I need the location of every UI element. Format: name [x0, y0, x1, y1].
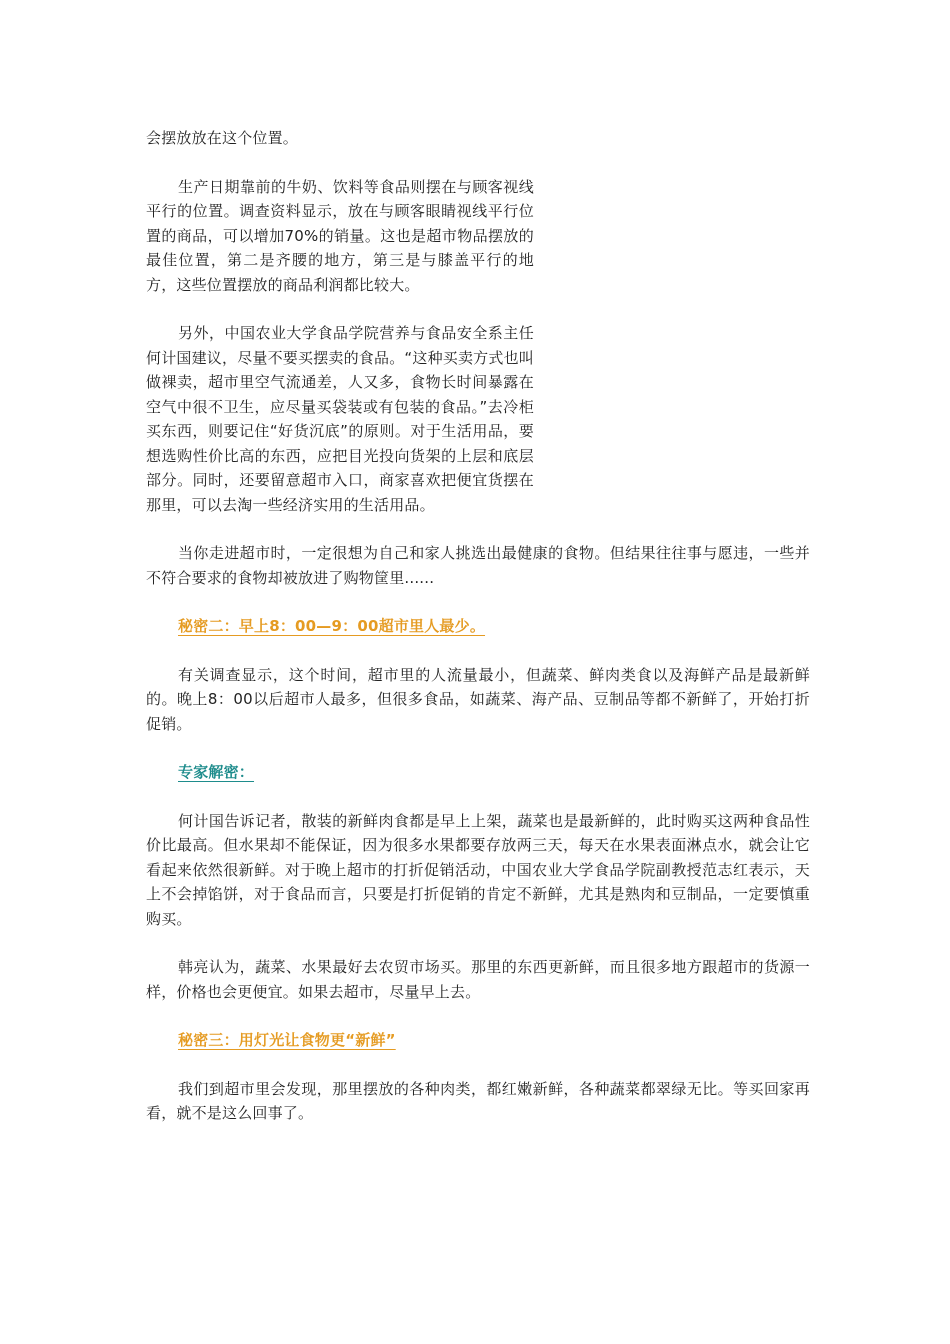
paragraph-lighting: 我们到超市里会发现，那里摆放的各种肉类，都红嫩新鲜，各种蔬菜都翠绿无比。等买回家再看，就不是这么回事了。	[146, 1079, 810, 1122]
paragraph-expert-advice: 另外，中国农业大学食品学院营养与食品安全系主任何计国建议，尽量不要买摆卖的食品。“这种买卖方式也叫做裸卖，超市里空气流通差，人又多，食物长时间暴露在空气中很不卫生，应尽量买袋装或有包装的食品。”去冷柜买东西，则要记住“好货沉底”的原则。对于生活用品，要想选购性价比高的东西，应把目光投向货架的上层和底层部分。同时，还要留意超市入口，商家喜欢把便宜货摆在那里，可以去淘一些经济实用的生活用品。	[146, 324, 534, 514]
paragraph-continuation: 会摆放放在这个位置。	[146, 129, 299, 147]
heading-expert-decode-text: 专家解密：	[178, 763, 255, 781]
heading-expert-decode	[146, 760, 842, 785]
document-page	[146, 126, 811, 1126]
heading-secret-three-text: 秘密三：用灯光让食物更“新鲜”	[178, 1031, 396, 1049]
heading-secret-three	[146, 1028, 842, 1053]
paragraph-fresh-meat: 何计国告诉记者，散装的新鲜肉食都是早上上架，蔬菜也是最新鲜的，此时购买这两种食品性价比最高。但水果却不能保证，因为很多水果都要存放两三天，每天在水果表面淋点水，就会让它看起来依然很新鲜。对于晚上超市的打折促销活动，中国农业大学食品学院副教授范志红表示，天上不会掉馅饼，对于食品而言，只要是打折促销的肯定不新鲜，尤其是熟肉和豆制品，一定要慎重购买。	[146, 811, 810, 928]
paragraph-survey: 有关调查显示，这个时间，超市里的人流量最小，但蔬菜、鲜肉类食以及海鲜产品是最新鲜的。晚上8：00以后超市人最多，但很多食品，如蔬菜、海产品、豆制品等都不新鲜了，开始打折促销。	[146, 665, 810, 733]
heading-secret-two-text: 秘密二：早上8：00—9：00超市里人最少。	[178, 617, 486, 635]
paragraph-market-advice: 韩亮认为，蔬菜、水果最好去农贸市场买。那里的东西更新鲜，而且很多地方跟超市的货源一样，价格也会更便宜。如果去超市，尽量早上去。	[146, 958, 810, 1001]
heading-secret-two	[146, 614, 842, 639]
paragraph-intro-secret: 当你走进超市时，一定很想为自己和家人挑选出最健康的食物。但结果往往事与愿违，一些并不符合要求的食物却被放进了购物筐里......	[146, 544, 810, 587]
paragraph-product-placement: 生产日期靠前的牛奶、饮料等食品则摆在与顾客视线平行的位置。调查资料显示，放在与顾客眼睛视线平行位置的商品，可以增加70%的销量。这也是超市物品摆放的最佳位置，第二是齐腰的地方，第三是与膝盖平行的地方，这些位置摆放的商品利润都比较大。	[146, 177, 534, 294]
